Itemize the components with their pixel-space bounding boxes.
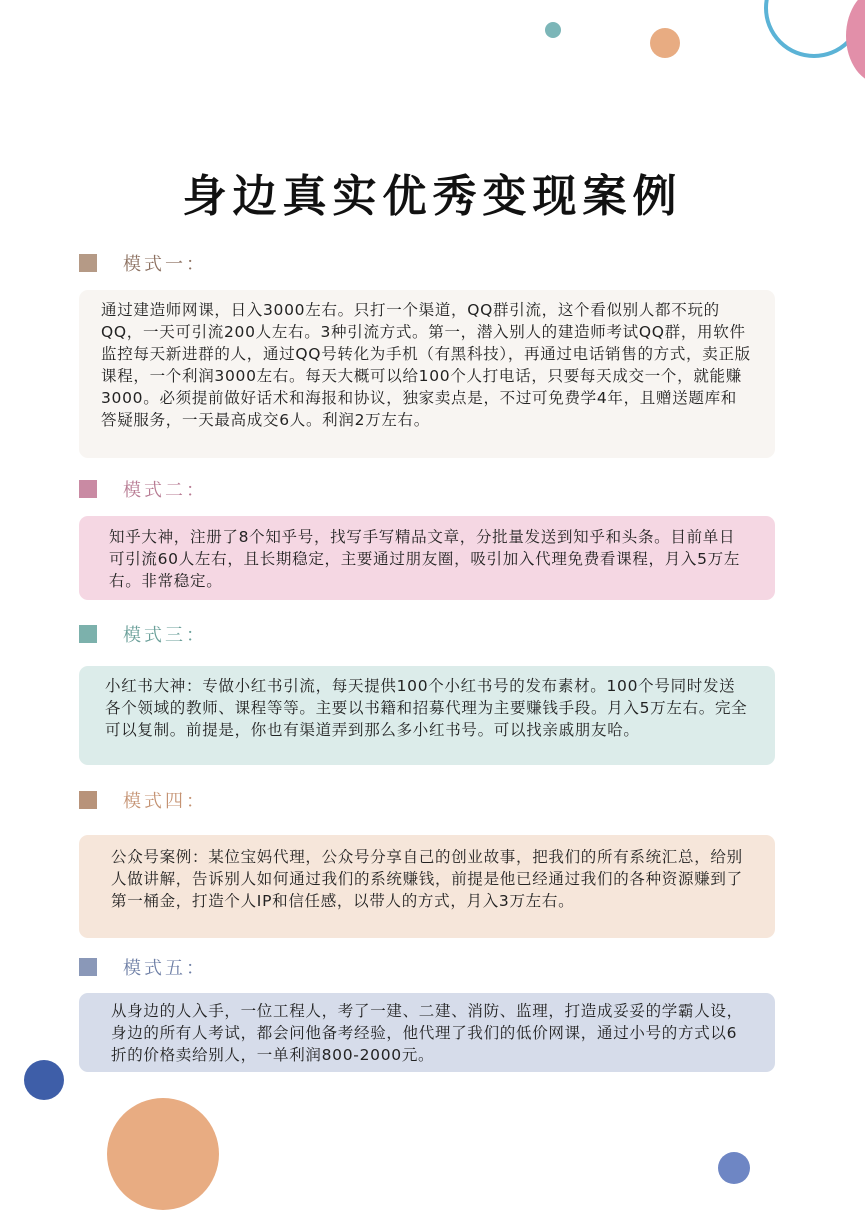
section-label: 模式三： (123, 625, 207, 646)
section-marker-square (79, 625, 97, 643)
decorative-dot-navy-bottom-left (24, 1060, 64, 1100)
section-label: 模式一： (123, 254, 207, 275)
decorative-dot-teal-top (545, 22, 561, 38)
decorative-dot-orange-top (650, 28, 680, 58)
section-marker-square (79, 958, 97, 976)
section-label: 模式二： (123, 480, 207, 501)
section-heading-2 (79, 478, 207, 500)
section-content-1: 通过建造师网课，日入3000左右。只打一个渠道，QQ群引流，这个看似别人都不玩的QQ，一天可引流200人左右。3种引流方式。第一，潜入别人的建造师考试QQ群，用软件监控每天新进群的人，通过QQ号转化为手机（有黑科技），再通过电话销售的方式，卖正版课程，一个利润3000左右。每天大概可以给100个人打电话，只要每天成交一个，就能赚3000。必须提前做好话术和海报和协议，独家卖点是，不过可免费学4年，且赠送题库和答疑服务，一天最高成交6人。利润2万左右。 (79, 290, 775, 458)
section-heading-3 (79, 623, 207, 645)
section-marker-square (79, 254, 97, 272)
page-title: 身边真实优秀变现案例 (182, 171, 683, 222)
section-content-2: 知乎大神，注册了8个知乎号，找写手写精品文章，分批量发送到知乎和头条。目前单日可引流60人左右，且长期稳定，主要通过朋友圈，吸引加入代理免费看课程，月入5万左右。非常稳定。 (79, 516, 775, 600)
section-heading-5 (79, 956, 207, 978)
section-content-5: 从身边的人入手，一位工程人，考了一建、二建、消防、监理，打造成妥妥的学霸人设，身边的所有人考试，都会问他备考经验，他代理了我们的低价网课，通过小号的方式以6折的价格卖给别人，一单利润800-2000元。 (79, 993, 775, 1072)
section-marker-square (79, 480, 97, 498)
section-label: 模式五： (123, 958, 207, 979)
section-marker-square (79, 791, 97, 809)
decorative-dot-blue-bottom-right (718, 1152, 750, 1184)
decorative-circle-orange-bottom (107, 1098, 219, 1210)
section-heading-1 (79, 252, 207, 274)
section-content-3: 小红书大神：专做小红书引流，每天提供100个小红书号的发布素材。100个号同时发送各个领域的教师、课程等等。主要以书籍和招募代理为主要赚钱手段。月入5万左右。完全可以复制。前提是，你也有渠道弄到那么多小红书号。可以找亲戚朋友哈。 (79, 666, 775, 765)
section-content-4: 公众号案例：某位宝妈代理，公众号分享自己的创业故事，把我们的所有系统汇总，给别人做讲解，告诉别人如何通过我们的系统赚钱，前提是他已经通过我们的各种资源赚到了第一桶金，打造个人IP和信任感，以带人的方式，月入3万左右。 (79, 835, 775, 938)
section-label: 模式四： (123, 791, 207, 812)
section-heading-4 (79, 789, 207, 811)
